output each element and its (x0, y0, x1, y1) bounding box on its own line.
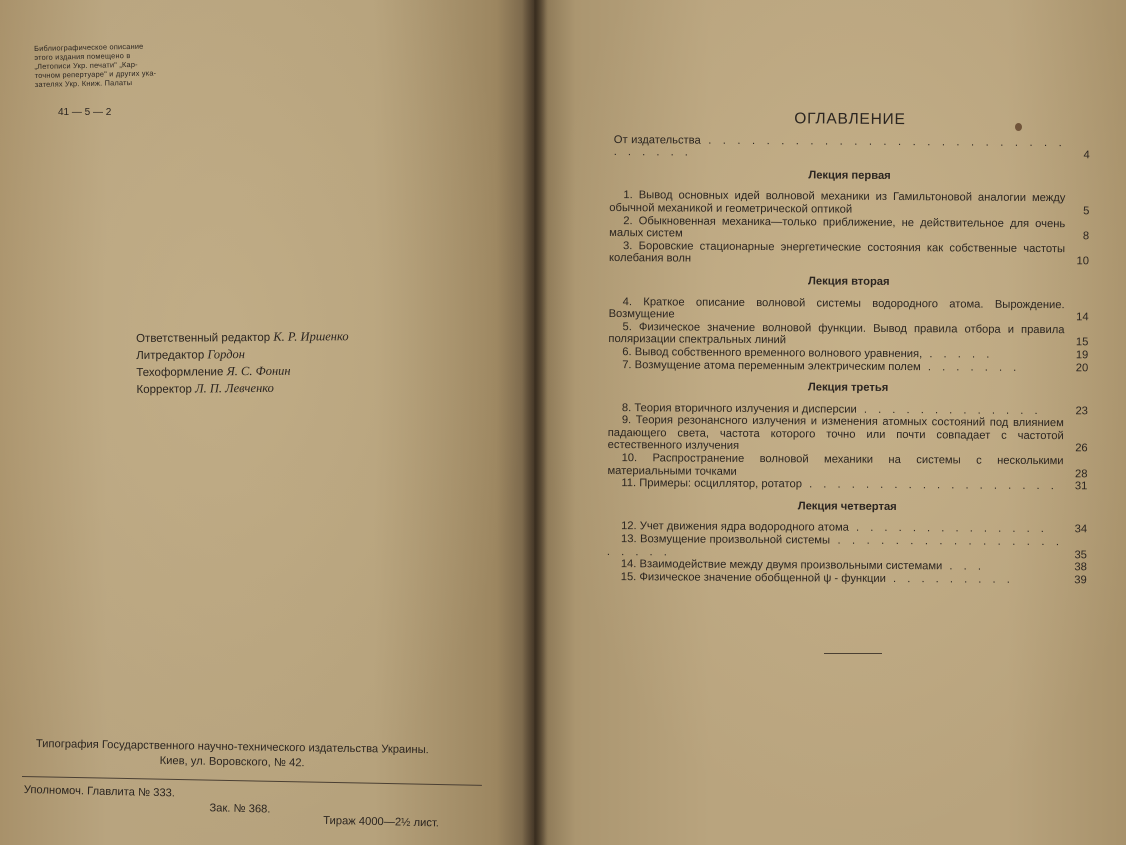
imprint (23, 783, 494, 836)
printer-info (36, 737, 476, 774)
toc-item (608, 414, 1088, 455)
toc-page-number: 35 (1074, 548, 1087, 561)
toc-item-text: 5. Физическое значение волновой функции. Вывод правила отбора и правила поляризации спектральных линий (608, 320, 1065, 347)
table-of-contents (607, 112, 1090, 587)
toc-page-number: 14 (1076, 311, 1089, 324)
toc-item-text: 4. Краткое описание волновой системы водородного атома. Вырождение. Возмущение (608, 295, 1065, 321)
staff-name: Гордон (207, 347, 246, 362)
leader-dots: . . . . . . . . . . . . . . (848, 522, 1048, 536)
book-gutter (522, 0, 548, 845)
leader-dots: . . . . . (922, 348, 994, 361)
toc-item-text: 10. Распространение волновой механики на системы с несколькими материальными точками (607, 452, 1064, 478)
biblio-line: „Летописи Укр. печати" „Кар- (34, 59, 138, 71)
biblio-line: этого издания помещено в (34, 50, 131, 62)
toc-item (608, 321, 1088, 350)
editorial-staff (136, 328, 397, 398)
biblio-line: Библиографическое описание (34, 41, 144, 53)
leader-dots: . . . . . . . . . . . . . . . . . . (801, 478, 1058, 493)
left-page (0, 0, 534, 845)
lecture-heading: Лекция четвертая (797, 500, 897, 513)
lecture-heading: Лекция третья (807, 381, 889, 395)
staff-role: Ответственный редактор (136, 331, 271, 345)
closing-rule (824, 653, 882, 654)
toc-item-text: 15. Физическое значение обобщенной ψ - функции (620, 570, 886, 585)
leader-dots: . . . . . . . . . . . . . . . . . . . . . (606, 534, 1064, 559)
imprint-run: Тираж 4000—2½ лист. (323, 814, 440, 830)
staff-name: Л. П. Левченко (195, 380, 274, 396)
leader-dots: . . . . . . . . . (885, 572, 1014, 586)
imprint-order: Зак. № 368. (209, 802, 271, 816)
toc-item-text: 8. Теория вторичного излучения и дисперсии (621, 401, 857, 416)
toc-item (609, 189, 1089, 218)
toc-page-number: 5 (1083, 205, 1090, 218)
staff-role: Корректор (136, 383, 192, 396)
staff-row (136, 379, 396, 398)
toc-item-text: 3. Боровские стационарные энергетические состояния как собственные частоты колебания волн (608, 239, 1066, 265)
biblio-line: зателях Укр. Книж. Палаты (34, 77, 133, 89)
toc-page-number: 23 (1075, 404, 1088, 418)
toc-item-text: От издательства (613, 133, 701, 147)
leader-dots: . . . . . . . . . . . . . (856, 403, 1042, 417)
toc-item-text: 9. Теория резонансного излучения и изменения атомных состояний под влиянием падающего света, частота которого точно или почти совпадает с частотой естественного излучения (607, 414, 1064, 453)
toc-page-number: 4 (1083, 149, 1090, 162)
toc-item (607, 533, 1087, 562)
lecture-heading: Лекция вторая (807, 275, 890, 288)
toc-page-number: 34 (1074, 523, 1088, 536)
toc-page-number: 26 (1075, 442, 1088, 455)
printer-address: Киев, ул. Воровского, № 42. (159, 754, 305, 770)
toc-title: ОГЛАВЛЕНИЕ (794, 110, 906, 129)
toc-page-number: 15 (1075, 336, 1089, 349)
toc-item-text: 1. Вывод основных идей волновой механики из Гамильтоновой аналогии между обычной механикой и геометрической оптикой (609, 189, 1066, 216)
staff-name: Я. С. Фонин (226, 363, 291, 379)
staff-name: К. Р. Иршенко (273, 329, 349, 344)
toc-item-text: 11. Примеры: осциллятор, ротатор (621, 477, 803, 491)
toc-page-number: 19 (1075, 349, 1089, 362)
toc-item-text: 13. Возмущение произвольной системы (620, 533, 831, 547)
toc-page-number: 10 (1076, 255, 1090, 268)
toc-item (607, 477, 1087, 493)
toc-item-text: 6. Вывод собственного временного волнового уравнения, (622, 345, 923, 361)
toc-item (609, 215, 1089, 244)
right-page (534, 0, 1126, 845)
biblio-code: 41 — 5 — 2 (58, 107, 112, 118)
toc-item (607, 452, 1087, 481)
printer-name: Типография Государственного научно-технического издательства Украины. (35, 737, 429, 757)
toc-page-number: 8 (1082, 230, 1090, 243)
toc-item (608, 358, 1088, 374)
toc-item-text: 2. Обыкновенная механика—только приближение, не действительное для очень малых систем (609, 214, 1066, 240)
leader-dots: . . . (942, 560, 986, 573)
toc-item (609, 296, 1089, 325)
toc-item (609, 240, 1089, 269)
toc-page-number: 38 (1074, 561, 1087, 574)
staff-role: Литредактор (136, 349, 205, 362)
toc-item-text: 7. Возмущение атома переменным электрическим полем (622, 358, 921, 373)
lecture-heading: Лекция первая (808, 169, 891, 182)
toc-page-number: 20 (1075, 361, 1089, 374)
toc-page-number: 31 (1074, 480, 1088, 493)
leader-dots: . . . . . . . (920, 360, 1021, 374)
toc-item-text: 12. Учет движения ядра водородного атома (621, 520, 849, 535)
toc-item (607, 571, 1087, 587)
leader-dots: . . . . . . . . . . . . . . . . . . . . . . . . . . . . . . . (613, 134, 1066, 159)
toc-page-number: 39 (1074, 574, 1087, 587)
imprint-authority: Уполномоч. Главлита № 333. (23, 783, 176, 800)
toc-item-text: 14. Взаимодействие между двумя произвольными системами (620, 558, 943, 573)
toc-page-number: 28 (1074, 467, 1088, 480)
bibliographic-note (34, 41, 175, 89)
biblio-line: точном репертуаре" и других ука- (34, 68, 157, 80)
toc-preface (610, 134, 1090, 163)
staff-role: Техоформление (136, 366, 224, 379)
